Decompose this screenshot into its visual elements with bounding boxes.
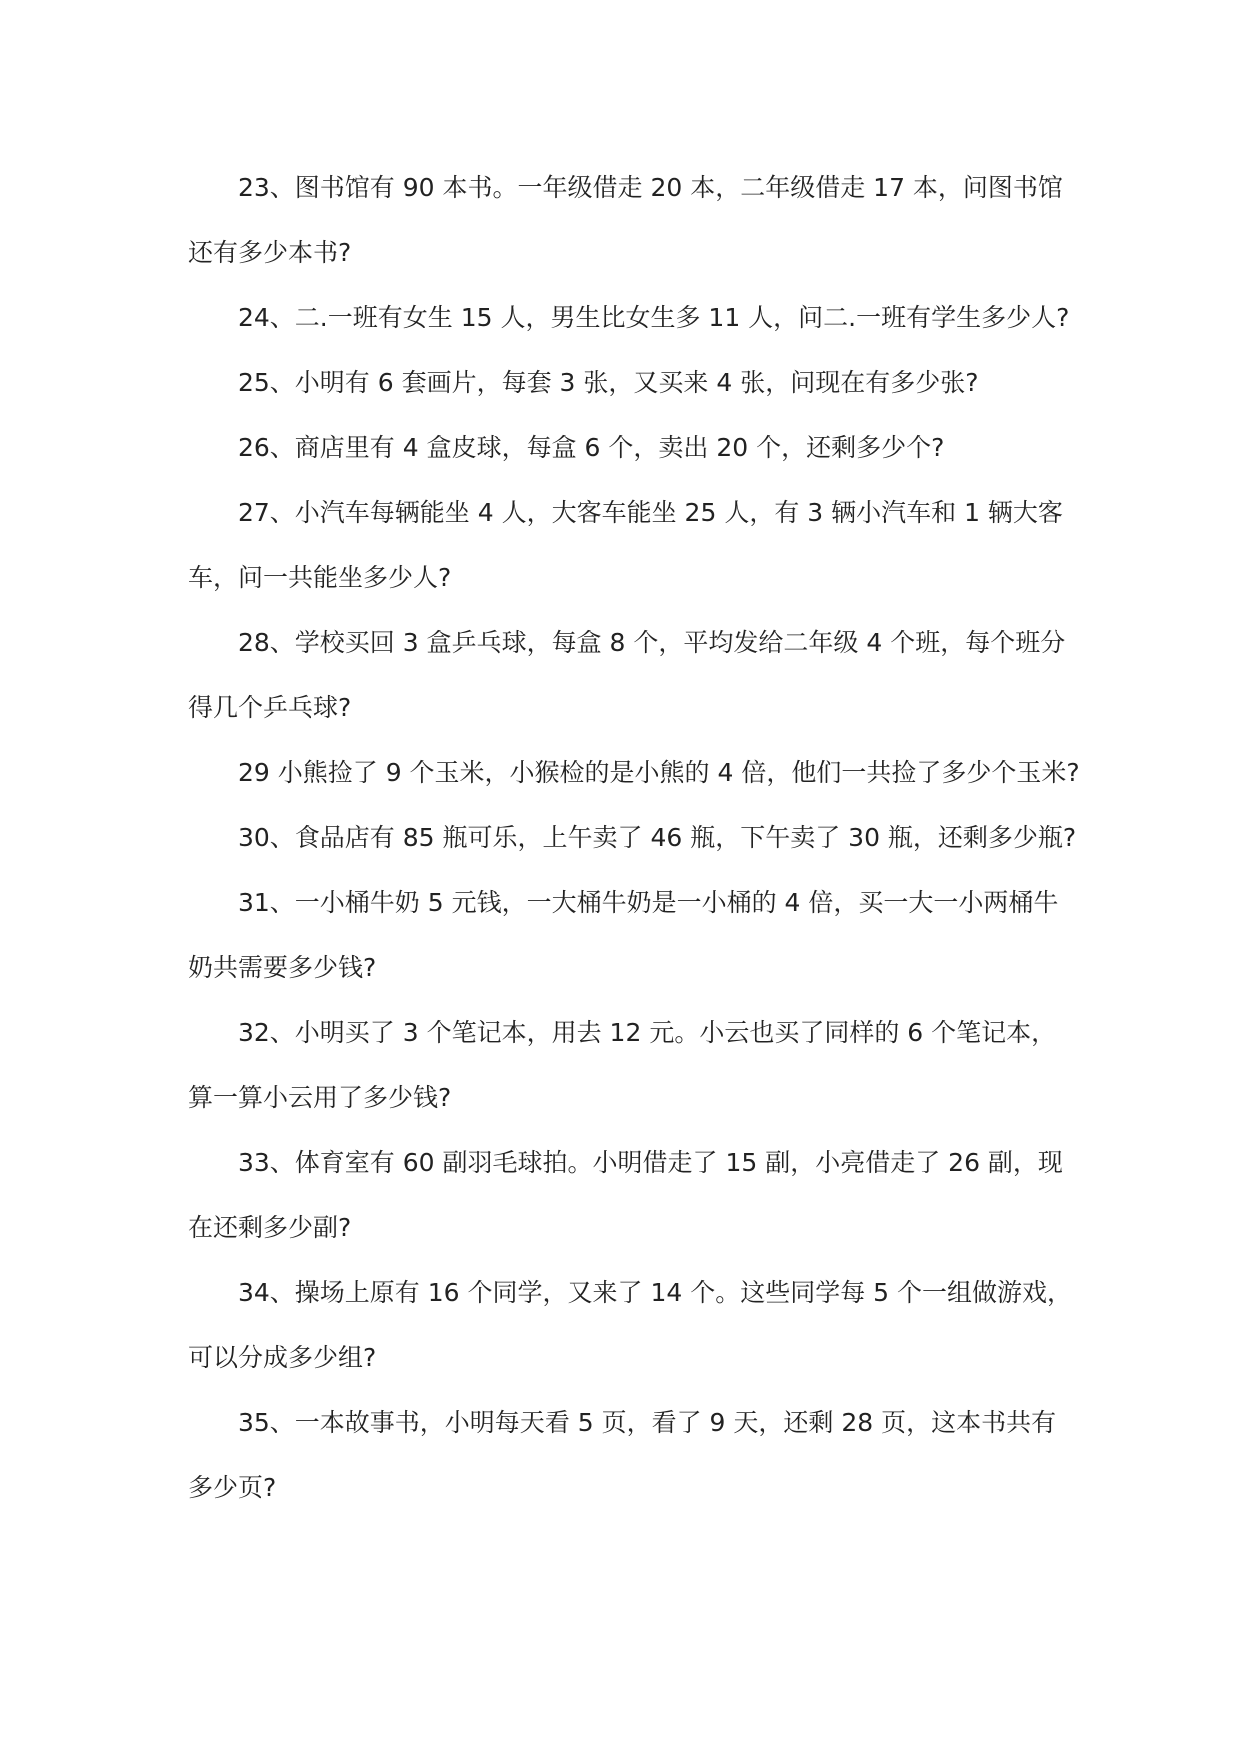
problem-29-line-1: 29 小熊捡了 9 个玉米，小猴检的是小熊的 4 倍，他们一共捡了多少个玉米?	[238, 758, 1080, 787]
problem-32-line-2: 算一算小云用了多少钱?	[188, 1083, 452, 1112]
problem-23-line-1: 23、图书馆有 90 本书。一年级借走 20 本，二年级借走 17 本，问图书馆	[238, 173, 1063, 202]
problem-25-line-1: 25、小明有 6 套画片，每套 3 张，又买来 4 张，问现在有多少张?	[238, 368, 979, 397]
problem-30-line-1: 30、食品店有 85 瓶可乐，上午卖了 46 瓶，下午卖了 30 瓶，还剩多少瓶?	[238, 823, 1077, 852]
problem-35-line-1: 35、一本故事书，小明每天看 5 页，看了 9 天，还剩 28 页，这本书共有	[238, 1408, 1057, 1437]
problem-33-line-2: 在还剩多少副?	[188, 1213, 352, 1242]
problem-28-line-1: 28、学校买回 3 盒乒乓球，每盒 8 个，平均发给二年级 4 个班，每个班分	[238, 628, 1066, 657]
problem-33-line-1: 33、体育室有 60 副羽毛球拍。小明借走了 15 副，小亮借走了 26 副，现	[238, 1148, 1063, 1177]
problem-28-line-2: 得几个乒乓球?	[188, 693, 352, 722]
problem-31-line-1: 31、一小桶牛奶 5 元钱，一大桶牛奶是一小桶的 4 倍，买一大一小两桶牛	[238, 888, 1059, 917]
problem-27-line-2: 车，问一共能坐多少人?	[188, 563, 452, 592]
problem-27-line-1: 27、小汽车每辆能坐 4 人，大客车能坐 25 人，有 3 辆小汽车和 1 辆大客	[238, 498, 1063, 527]
problem-35-line-2: 多少页?	[188, 1473, 277, 1502]
problem-34-line-1: 34、操场上原有 16 个同学，又来了 14 个。这些同学每 5 个一组做游戏，	[238, 1278, 1073, 1307]
problem-24-line-1: 24、二.一班有女生 15 人，男生比女生多 11 人，问二.一班有学生多少人?	[238, 303, 1070, 332]
problem-23-line-2: 还有多少本书?	[188, 238, 352, 267]
problem-31-line-2: 奶共需要多少钱?	[188, 953, 377, 982]
problem-list	[188, 155, 1080, 1520]
problem-26-line-1: 26、商店里有 4 盒皮球，每盒 6 个，卖出 20 个，还剩多少个?	[238, 433, 945, 462]
problem-32-line-1: 32、小明买了 3 个笔记本，用去 12 元。小云也买了同样的 6 个笔记本，	[238, 1018, 1057, 1047]
problem-34-line-2: 可以分成多少组?	[188, 1343, 377, 1372]
